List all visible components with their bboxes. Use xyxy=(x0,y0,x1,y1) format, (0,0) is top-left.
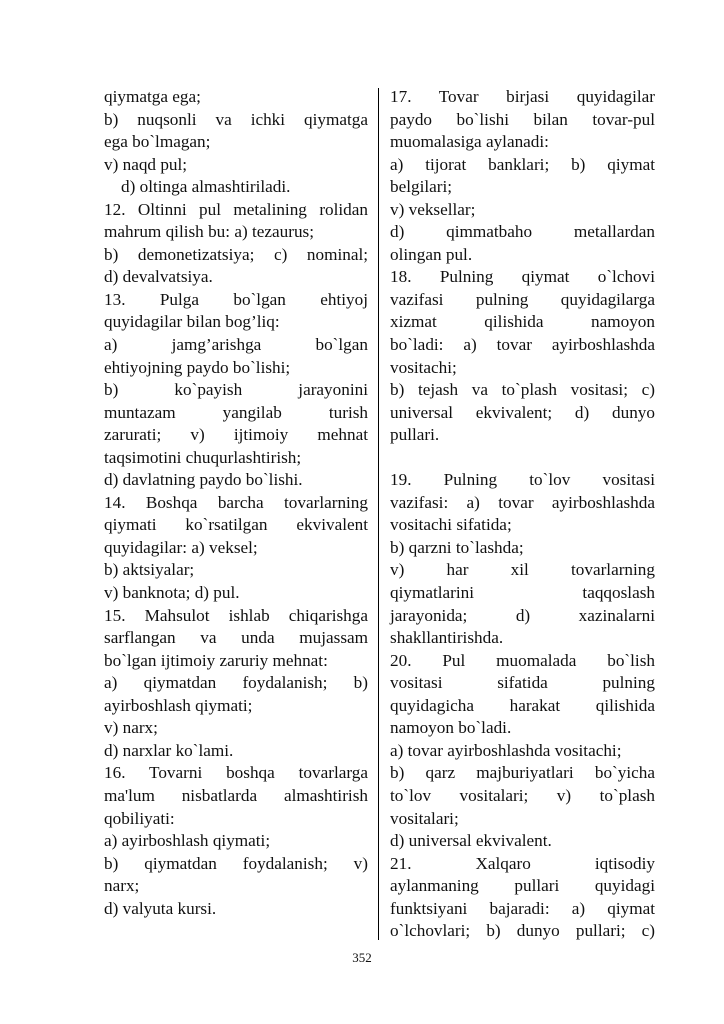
text-line: b) ko`payish jarayonini xyxy=(104,380,368,400)
text-line: vositachi; xyxy=(390,357,457,377)
text-line: d) universal ekvivalent. xyxy=(390,831,552,851)
text-line: 13. Pulga bo`lgan ehtiyoj xyxy=(104,289,368,309)
text-line: ayirboshlash qiymati; xyxy=(104,695,253,715)
text-line: b) demonetizatsiya; c) nominal; xyxy=(104,244,368,264)
text-line: 20. Pul muomalada bo`lish xyxy=(390,650,655,670)
text-line: 17. Tovar birjasi quyidagilar xyxy=(390,87,655,106)
text-line: qobiliyati: xyxy=(104,808,175,828)
text-line: taqsimotini chuqurlashtirish; xyxy=(104,447,302,467)
text-line: 12. Oltinni pul metalining rolidan xyxy=(104,199,368,219)
text-line: belgilari; xyxy=(390,177,453,197)
text-line: vazifasi pulning quyidagilarga xyxy=(390,289,655,309)
text-line: to`lov vositalari; v) to`plash xyxy=(390,785,655,805)
text-line: vositachi sifatida; xyxy=(390,515,512,535)
text-line: d) qimmatbaho metallardan xyxy=(390,222,655,242)
column-divider xyxy=(378,88,379,940)
text-line: a) tijorat banklari; b) qiymat xyxy=(390,154,655,174)
text-line: quyidagicha harakat qilishida xyxy=(390,695,655,715)
text-line: muomalasiga aylanadi: xyxy=(390,132,549,152)
text-line: v) har xil tovarlarning xyxy=(390,560,655,580)
text-line: d) oltinga almashtiriladi. xyxy=(121,177,291,197)
text-line: v) naqd pul; xyxy=(104,154,188,174)
text-line: quyidagilar bilan bog’liq: xyxy=(104,312,280,332)
text-line: bo`ladi: a) tovar ayirboshlashda xyxy=(390,335,655,355)
text-line: quyidagilar: a) veksel; xyxy=(104,537,258,557)
text-line: b) qiymatdan foydalanish; v) xyxy=(104,853,368,873)
text-line: b) tejash va to`plash vositasi; c) xyxy=(390,380,655,400)
text-line: 14. Boshqa barcha tovarlarning xyxy=(104,492,368,512)
text-line: vositalari; xyxy=(390,808,459,828)
text-line: o`lchovlari; b) dunyo pullari; c) xyxy=(390,921,655,941)
paragraph-gap xyxy=(390,447,655,470)
right-text-column xyxy=(390,86,655,943)
text-line: ehtiyojning paydo bo`lishi; xyxy=(104,357,291,377)
text-line: 16. Tovarni boshqa tovarlarga xyxy=(104,763,368,783)
text-line: 21. Xalqaro iqtisodiy xyxy=(390,853,655,873)
page-number: 352 xyxy=(352,950,372,965)
text-line: pullari. xyxy=(390,425,440,445)
text-line: vazifasi: a) tovar ayirboshlashda xyxy=(390,492,655,512)
text-line: qiymati ko`rsatilgan ekvivalent xyxy=(104,515,368,535)
text-line: zarurati; v) ijtimoiy mehnat xyxy=(104,425,368,445)
text-line: 15. Mahsulot ishlab chiqarishga xyxy=(104,605,368,625)
text-line: namoyon bo`ladi. xyxy=(390,718,512,738)
text-line: shakllantirishda. xyxy=(390,628,504,648)
text-line: a) jamg’arishga bo`lgan xyxy=(104,335,368,355)
text-line: qiymatlarini taqqoslash xyxy=(390,583,655,603)
text-line: a) tovar ayirboshlashda vositachi; xyxy=(390,740,622,760)
text-line: b) qarzni to`lashda; xyxy=(390,537,524,557)
text-line: b) qarz majburiyatlari bo`yicha xyxy=(390,763,655,783)
text-line: vositasi sifatida pulning xyxy=(390,673,655,693)
text-line: qiymatga ega; xyxy=(104,87,201,106)
text-line: v) veksellar; xyxy=(390,199,476,219)
text-line: d) davlatning paydo bo`lishi. xyxy=(104,470,303,490)
text-line: universal ekvivalent; d) dunyo xyxy=(390,402,655,422)
text-line: 19. Pulning to`lov vositasi xyxy=(390,470,655,490)
text-line: ma'lum nisbatlarda almashtirish xyxy=(104,785,368,805)
text-line: bo`lgan ijtimoiy zaruriy mehnat: xyxy=(104,650,328,670)
text-line: a) ayirboshlash qiymati; xyxy=(104,831,271,851)
text-line: funktsiyani bajaradi: a) qiymat xyxy=(390,898,655,918)
text-line: 18. Pulning qiymat o`lchovi xyxy=(390,267,655,287)
text-line: a) qiymatdan foydalanish; b) xyxy=(104,673,368,693)
text-line: muntazam yangilab turish xyxy=(104,402,368,422)
text-line: olingan pul. xyxy=(390,244,473,264)
text-line: d) narxlar ko`lami. xyxy=(104,740,234,760)
text-line: narx; xyxy=(104,876,140,896)
text-line: d) devalvatsiya. xyxy=(104,267,213,287)
text-line: v) narx; xyxy=(104,718,158,738)
text-line: sarflangan va unda mujassam xyxy=(104,628,368,648)
text-line: xizmat qilishida namoyon xyxy=(390,312,655,332)
text-line: jarayonida; d) xazinalarni xyxy=(390,605,655,625)
text-line: ega bo`lmagan; xyxy=(104,132,211,152)
text-line: d) valyuta kursi. xyxy=(104,898,217,918)
left-text-column xyxy=(104,86,368,920)
text-line: b) nuqsonli va ichki qiymatga xyxy=(104,109,368,129)
text-line: paydo bo`lishi bilan tovar-pul xyxy=(390,109,655,129)
text-line: mahrum qilish bu: a) tezaurus; xyxy=(104,222,315,242)
text-line: aylanmaning pullari quyidagi xyxy=(390,876,655,896)
text-line: b) aktsiyalar; xyxy=(104,560,195,580)
text-line: v) banknota; d) pul. xyxy=(104,583,240,603)
